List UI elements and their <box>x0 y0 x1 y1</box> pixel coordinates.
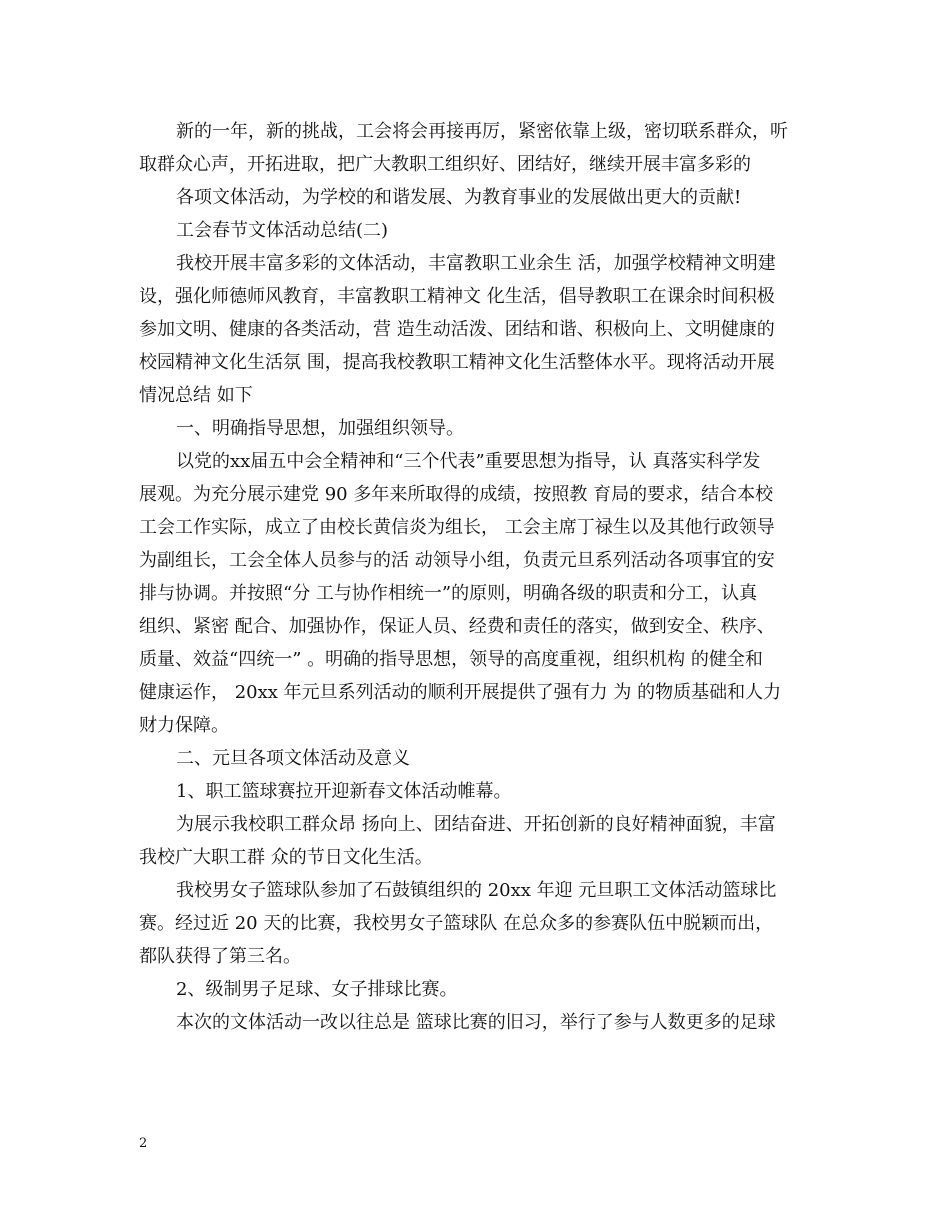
text-line: 健康运作， 20xx 年元旦系列活动的顺利开展提供了强有力 为 的物质基础和人力 <box>139 682 782 703</box>
text-line: 排与协调。并按照“分 工与协作相统一”的原则，明确各级的职责和分工，认真 <box>139 583 758 604</box>
text-line: 设，强化师德师风教育，丰富教职工精神文 化生活，倡导教职工在课余时间积极 <box>139 286 775 307</box>
page-number: 2 <box>139 1136 148 1151</box>
text-line: 情况总结 如下 <box>139 385 253 406</box>
text-line: 财力保障。 <box>139 715 229 736</box>
text-line: 都队获得了第三名。 <box>139 946 301 967</box>
text-line: 为副组长，工会全体人员参与的活 动领导小组，负责元旦系列活动各项事宜的安 <box>139 550 775 571</box>
text-line: 展观。为充分展示建党 90 多年来所取得的成绩，按照教 育局的要求，结合本校 <box>139 484 774 505</box>
text-line: 新的一年，新的挑战，工会将会再接再厉，紧密依靠上级，密切联系群众，听 <box>176 121 788 142</box>
document-body <box>139 115 814 1039</box>
text-line: 校园精神文化生活氛 围，提高我校教职工精神文化生活整体水平。现将活动开展 <box>139 352 775 373</box>
subsection-heading: 1、职工篮球赛拉开迎新春文体活动帷幕。 <box>176 781 512 802</box>
text-line: 赛。经过近 20 天的比赛，我校男女子篮球队 在总众多的参赛队伍中脱颖而出， <box>139 913 774 934</box>
text-line: 为展示我校职工群众昂 扬向上、团结奋进、开拓创新的良好精神面貌，丰富 <box>176 814 776 835</box>
text-line: 以党的xx届五中会全精神和“三个代表”重要思想为指导，认 真落实科学发 <box>176 451 761 472</box>
section-heading: 二、元旦各项文体活动及意义 <box>176 748 410 769</box>
text-line: 我校广大职工群 众的节日文化生活。 <box>139 847 433 868</box>
text-line: 本次的文体活动一改以往总是 篮球比赛的旧习，举行了参与人数更多的足球 <box>176 1012 776 1033</box>
section-heading: 一、明确指导思想，加强组织领导。 <box>176 418 464 439</box>
text-line: 参加文明、健康的各类活动，营 造生动活泼、团结和谐、积极向上、文明健康的 <box>139 319 775 340</box>
text-line: 组织、紧密 配合、加强协作，保证人员、经费和责任的落实，做到安全、秩序、 <box>139 616 775 637</box>
subsection-heading: 2、级制男子足球、女子排球比赛。 <box>176 979 458 1000</box>
text-line: 我校男女子篮球队参加了石鼓镇组织的 20xx 年迎 元旦职工文体活动篮球比 <box>176 880 777 901</box>
text-line: 取群众心声，开拓进取，把广大教职工组织好、团结好，继续开展丰富多彩的 <box>139 154 751 175</box>
text-line: 工会工作实际，成立了由校长黄信炎为组长， 工会主席丁禄生以及其他行政领导 <box>139 517 775 538</box>
section-heading: 工会春节文体活动总结(二) <box>176 220 389 241</box>
text-line: 我校开展丰富多彩的文体活动，丰富教职工业余生 活，加强学校精神文明建 <box>176 253 776 274</box>
text-line: 各项文体活动，为学校的和谐发展、为教育事业的发展做出更大的贡献! <box>176 187 742 208</box>
text-line: 质量、效益“四统一” 。明确的指导思想，领导的高度重视，组织机构 的健全和 <box>139 649 763 670</box>
